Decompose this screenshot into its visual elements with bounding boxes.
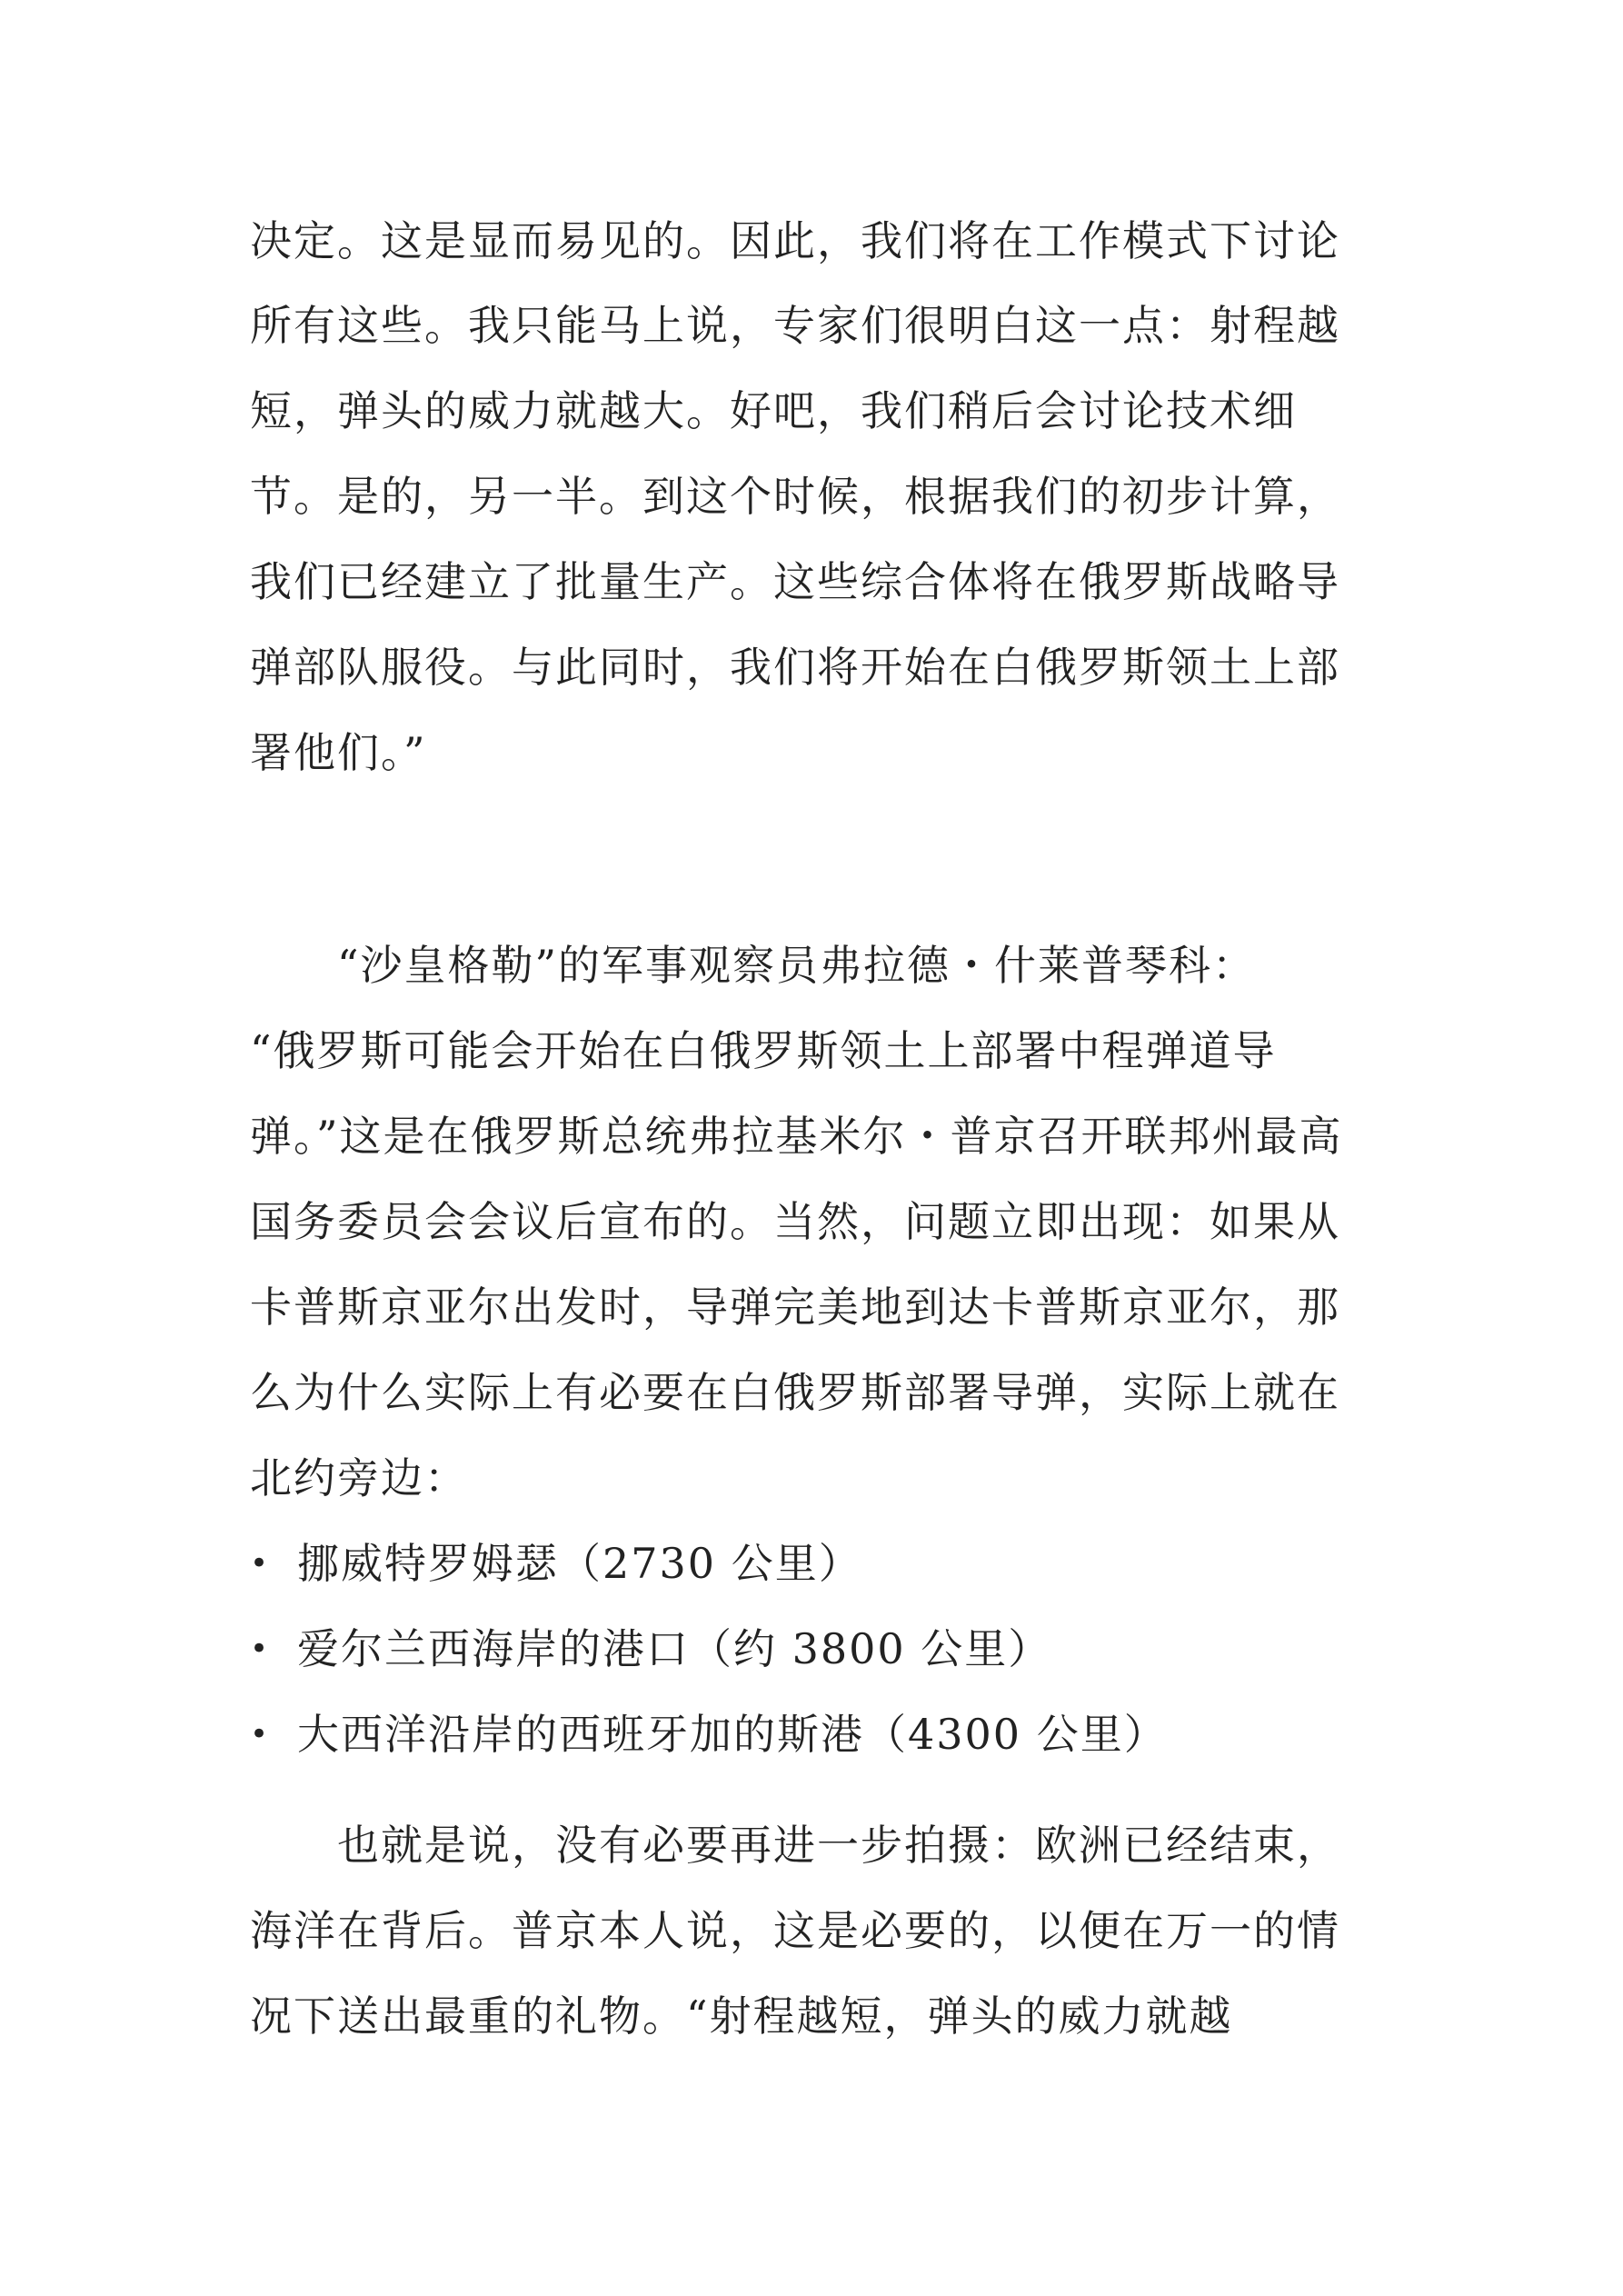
text-line: 决定。这是显而易见的。因此，我们将在工作模式下讨论	[250, 216, 1340, 265]
text-line: 所有这些。我只能马上说，专家们很明白这一点：射程越	[250, 301, 1340, 350]
text-line: 署他们。”	[250, 728, 427, 777]
text-line: 海洋在背后。普京本人说，这是必要的，以便在万一的情	[250, 1906, 1340, 1955]
text-line: 弹。”这是在俄罗斯总统弗拉基米尔・普京召开联邦州最高	[250, 1112, 1343, 1161]
text-line: 也就是说，没有必要再进一步拍摄：欧洲已经结束，	[337, 1821, 1340, 1870]
text-line: 况下送出最重的礼物。“射程越短，弹头的威力就越	[250, 1992, 1233, 2041]
text-line: 节。是的，另一半。到这个时候，根据我们的初步计算，	[250, 472, 1340, 521]
text-line: 弹部队服役。与此同时，我们将开始在白俄罗斯领土上部	[250, 643, 1340, 692]
text-line: 北约旁边：	[250, 1453, 468, 1502]
list-item-text: 挪威特罗姆瑟（2730 公里）	[297, 1539, 862, 1588]
text-line: “沙皇格勒”的军事观察员弗拉德・什莱普琴科：	[337, 941, 1257, 990]
list-item	[250, 1707, 1168, 1762]
text-line: 我们已经建立了批量生产。这些综合体将在俄罗斯战略导	[250, 557, 1340, 606]
list-item	[250, 1622, 1051, 1676]
text-line: “俄罗斯可能会开始在白俄罗斯领土上部署中程弹道导	[250, 1026, 1277, 1075]
text-line: 么为什么实际上有必要在白俄罗斯部署导弹，实际上就在	[250, 1368, 1340, 1417]
bullet-icon: •	[250, 1631, 271, 1667]
text-line: 短，弹头的威力就越大。好吧，我们稍后会讨论技术细	[250, 386, 1297, 435]
list-item-text: 大西洋沿岸的西班牙加的斯港（4300 公里）	[297, 1710, 1168, 1759]
bullet-icon: •	[250, 1716, 271, 1752]
list-item	[250, 1536, 862, 1591]
text-line: 卡普斯京亚尔出发时，导弹完美地到达卡普斯京亚尔，那	[250, 1283, 1340, 1332]
text-line: 国务委员会会议后宣布的。当然，问题立即出现：如果从	[250, 1197, 1340, 1246]
bullet-icon: •	[250, 1545, 271, 1582]
list-item-text: 爱尔兰西海岸的港口（约 3800 公里）	[297, 1624, 1052, 1673]
